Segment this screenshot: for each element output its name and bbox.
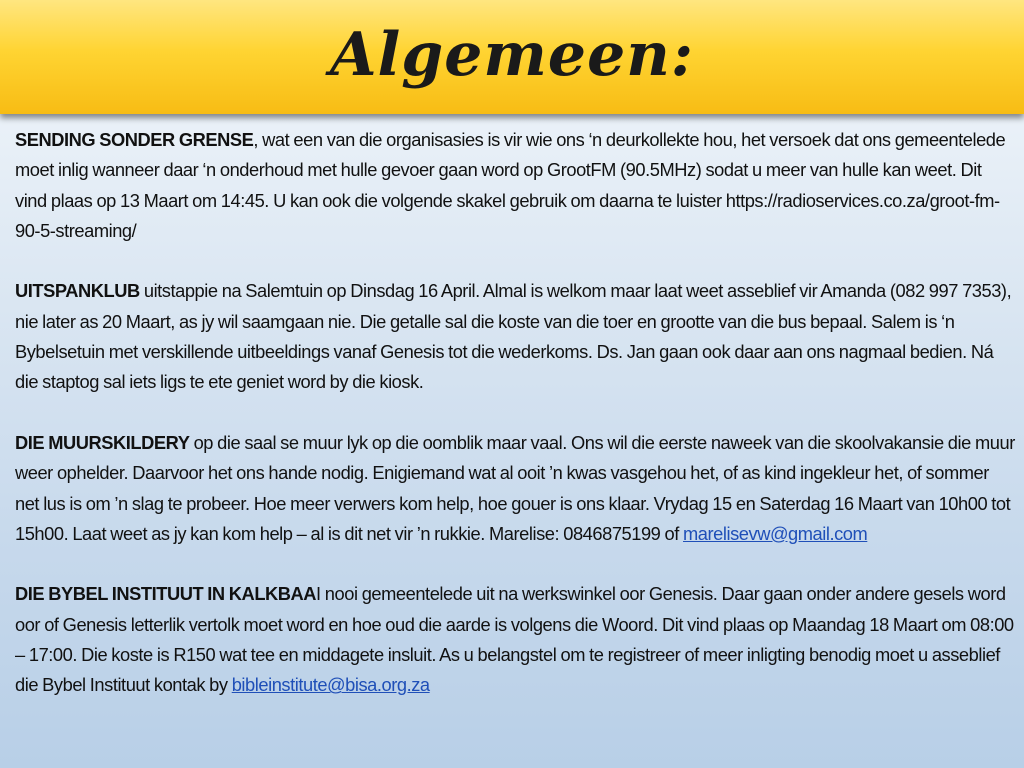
page-title: Algemeen: (329, 20, 695, 90)
email-link-bible-institute[interactable]: bibleinstitute@bisa.org.za (231, 674, 430, 696)
announcement-sending-sonder-grense (15, 125, 1015, 246)
announcement-heading: UITSPANKLUB (15, 280, 140, 302)
title-banner (0, 0, 1024, 114)
announcement-text: uitstappie na Salemtuin op Dinsdag 16 April. Almal is welkom maar laat weet asseblief vir Amanda (082 997 7353), nie later as 20 Maart, as jy wil saamgaan nie. Die getalle sal die koste van die toer en grootte van die bus bepaal. Salem is ‘n Bybelsetuin met verskillende uitbeeldings vanaf Genesis tot die wederkoms. Ds. Jan gaan ook daar aan ons nagmaal bedien. Ná die staptog sal iets ligs te ete geniet word by die kiosk. (15, 280, 1012, 393)
announcement-muurskildery (15, 428, 1015, 549)
announcement-heading: SENDING SONDER GRENSE (15, 129, 254, 150)
announcement-text: , wat een van die organisasies is vir wie ons ‘n deurkollekte hou, het versoek dat ons gemeentelede moet inlig wanneer daar ‘n onderhoud met hulle gevoer gaan word op GrootFM (90.5MHz) sodat u meer van hulle kan weet. Dit vind plaas op 13 Maart om 14:45. U kan ook die volgende skakel gebruik om daarna te luister https://radioservices.co.za/groot-fm-90-5-streaming/ (15, 129, 1006, 241)
announcement-text: op die saal se muur lyk op die oomblik maar vaal. Ons wil die eerste naweek van die skoolvakansie die muur weer ophelder. Daarvoor het ons hande nodig. Enigiemand wat al ooit ’n kwas vasgehou het, of as kind ingekleur het, of sommer net lus is om ’n slag te probeer. Hoe meer verwers kom help, hoe gouer is ons klaar. Vrydag 15 en Saterdag 16 Maart van 10h00 tot 15h00. Laat weet as jy kan kom help – al is dit net vir ’n rukkie. Marelise: 0846875199 of (15, 431, 1015, 544)
announcements (15, 125, 1015, 731)
email-link-marelise[interactable]: marelisevw@gmail.com (683, 522, 868, 544)
announcement-uitspanklub (15, 276, 1015, 397)
announcement-bybel-instituut (15, 579, 1015, 700)
announcement-heading: DIE MUURSKILDERY (15, 431, 190, 453)
announcement-heading: DIE BYBEL INSTITUUT IN KALKBAA (15, 583, 317, 605)
announcement-text: I nooi gemeentelede uit na werkswinkel oor Genesis. Daar gaan onder andere gesels word oor of Genesis letterlik vertolk moet word en hoe oud die aarde is volgens die Woord. Dit vind plaas op Maandag 18 Maart om 08:00 – 17:00. Die koste is R150 wat tee en middagete insluit. As u belangstel om te registreer of meer inligting benodig moet u asseblief die Bybel Instituut kontak by (15, 583, 1014, 696)
